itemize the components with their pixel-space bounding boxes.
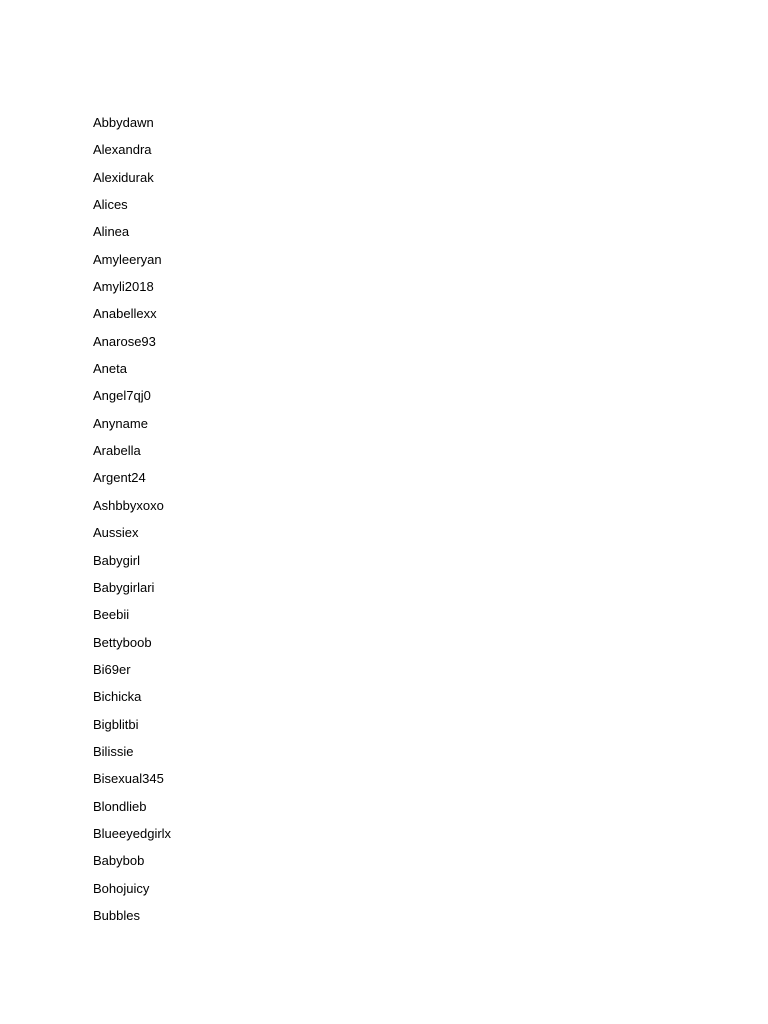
- list-item: Aneta: [93, 361, 127, 377]
- list-item: Bichicka: [93, 689, 142, 705]
- list-item: Beebii: [93, 607, 130, 623]
- list-item: Bohojuicy: [93, 880, 150, 896]
- list-item: Alices: [93, 197, 128, 213]
- list-item: Bettyboob: [93, 634, 152, 650]
- list-item: Abbydawn: [93, 115, 154, 130]
- list-item: Anyname: [93, 415, 148, 431]
- name-list: [93, 114, 171, 934]
- list-item: Babygirlari: [93, 579, 155, 595]
- list-item: Anabellexx: [93, 306, 157, 322]
- list-item: Bisexual345: [93, 771, 164, 787]
- list-item: Alexidurak: [93, 169, 154, 185]
- list-item: Bigblitbi: [93, 716, 139, 732]
- list-item: Angel7qj0: [93, 388, 151, 404]
- list-item: Anarose93: [93, 333, 156, 349]
- list-item: Ashbbyxoxo: [93, 497, 164, 513]
- list-item: Babygirl: [93, 552, 140, 568]
- list-item: Blondlieb: [93, 798, 147, 814]
- list-item: Arabella: [93, 443, 141, 459]
- list-item: Alinea: [93, 224, 130, 240]
- list-item: Aussiex: [93, 525, 139, 541]
- list-item: Babybob: [93, 853, 145, 869]
- list-item: Amyli2018: [93, 279, 154, 295]
- list-item: Bubbles: [93, 907, 140, 923]
- list-item: Bilissie: [93, 743, 134, 759]
- list-item: Bi69er: [93, 661, 131, 677]
- list-item: Blueeyedgirlx: [93, 825, 172, 841]
- list-item: Amyleeryan: [93, 251, 162, 267]
- list-item: Argent24: [93, 470, 146, 486]
- list-item: Alexandra: [93, 142, 152, 158]
